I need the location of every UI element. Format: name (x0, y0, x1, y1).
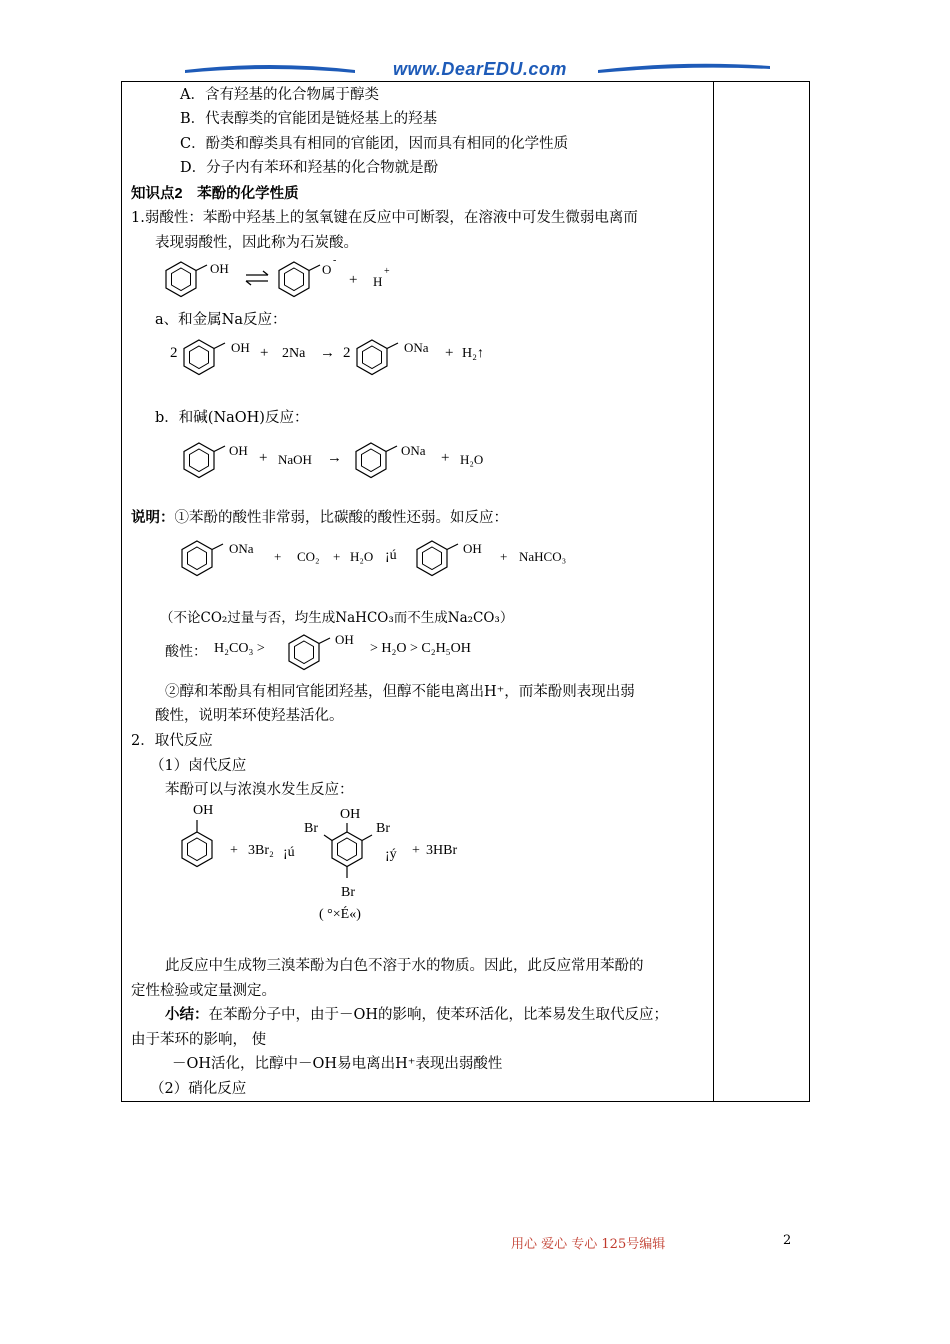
eq-naoh-reagent: NaOH (278, 452, 312, 467)
eq-br-br-left: Br (304, 821, 318, 836)
benzene-ring-icon (287, 635, 327, 675)
eq1-h: H (373, 274, 383, 289)
benzene-ring-icon (182, 443, 222, 483)
benzene-ring-icon (164, 262, 204, 302)
eq-br-caption: ( °×É«) (319, 907, 361, 922)
note-line (131, 508, 508, 528)
para1-line1: 此反应中生成物三溴苯酚为白色不溶于水的物质。因此，此反应常用苯酚的 (165, 958, 644, 974)
summary-text: 在苯酚分子中，由于－OH的影响，使苯环活化，比苯易发生取代反应； (208, 1007, 669, 1023)
eq-br-br-bottom: Br (341, 885, 355, 900)
para1-line2: 定性检验或定量测定。 (131, 983, 276, 999)
eq-na-ona: ONa (404, 340, 429, 355)
eq-co2-ona: ONa (229, 541, 254, 556)
eq-br-br2: 3Br₂ (248, 843, 274, 858)
benzene-ring-icon (354, 443, 394, 483)
eq-na-coef2: 2 (343, 345, 351, 361)
option-b: B．代表醇类的官能团是链烃基上的羟基 (180, 111, 438, 127)
eq-co2-oh: OH (463, 541, 482, 556)
page-number: 2 (783, 1233, 792, 1248)
eq-br-hbr: 3HBr (426, 843, 458, 858)
footer-note: 用心 爱心 专心 125号编辑 (511, 1237, 666, 1252)
reaction-b-label: b．和碱(NaOH)反应： (155, 410, 309, 426)
halogenation-desc: 苯酚可以与浓溴水发生反应： (165, 782, 354, 798)
note-label: 说明： (131, 510, 175, 526)
acidity-line2: 表现弱酸性，因此称为石炭酸。 (155, 235, 358, 251)
eq-naoh-arrow: → (327, 450, 342, 466)
benzene-ring-icon (355, 340, 395, 380)
eq-naoh-plus2: + (441, 450, 450, 466)
acid-order-rest: > H₂O > C₂H₅OH (370, 641, 471, 656)
eq-naoh-ona: ONa (401, 443, 426, 458)
benzene-ring-icon (277, 262, 317, 302)
summary-label: 小结： (165, 1007, 209, 1023)
eq-br-arrow: ¡ú (283, 845, 295, 860)
nitration-title: （2）硝化反应 (150, 1081, 247, 1097)
eq-na-plus1: + (260, 345, 269, 361)
note-text: ①苯酚的酸性非常弱，比碳酸的酸性还弱。如反应： (174, 510, 508, 526)
site-url[interactable]: www.DearEDU.com (393, 59, 567, 79)
eq-br-plus1: + (230, 843, 238, 858)
acid-order-h2co3: H₂CO₃ > (214, 641, 265, 656)
eq-na-plus2: + (445, 345, 454, 361)
acid-order-label: 酸性： (165, 645, 207, 660)
eq-co2-plus3: + (500, 549, 508, 564)
option-a: A．含有羟基的化合物属于醇类 (180, 87, 379, 103)
benzene-ring-icon (180, 832, 220, 872)
eq-na-h2: H₂↑ (462, 346, 484, 361)
eq-br-plus2: + (412, 843, 420, 858)
eq1-oh: OH (210, 261, 229, 276)
benzene-ring-icon (182, 340, 222, 380)
equilibrium-arrow-icon (246, 271, 270, 285)
eq-co2-h2o: H₂O (350, 549, 374, 564)
eq-br-oh2: OH (340, 807, 361, 822)
table-column-divider (713, 81, 714, 1102)
eq-na-reagent: 2Na (282, 346, 306, 361)
eq-br-oh1: OH (193, 803, 214, 818)
eq1-hplus: + (384, 266, 390, 277)
option-d: D．分子内有苯环和羟基的化合物就是酚 (180, 160, 439, 176)
section-title: 知识点2 苯酚的化学性质 (131, 186, 299, 202)
eq-co2-arrow: ¡ú (385, 548, 397, 563)
halogenation-title: （1）卤代反应 (150, 758, 247, 774)
note2-line2: 酸性，说明苯环使羟基活化。 (155, 708, 344, 724)
co2-note: （不论CO₂过量与否，均生成NaHCO₃而不生成Na₂CO₃） (160, 610, 514, 626)
eq-br-br-right: Br (376, 821, 390, 836)
eq1-minus: - (333, 255, 337, 266)
eq-br-precipitate: ¡ý (385, 847, 397, 862)
acidity-line1: 1.弱酸性：苯酚中羟基上的氢氧键在反应中可断裂，在溶液中可发生微弱电离而 (131, 210, 638, 226)
option-c: C．酚类和醇类具有相同的官能团，因而具有相同的化学性质 (180, 136, 569, 152)
eq-co2-nahco3: NaHCO₃ (519, 549, 567, 564)
note2-line1: ②醇和苯酚具有相同官能团羟基，但醇不能电离出H⁺，而苯酚则表现出弱 (165, 684, 635, 700)
substitution-title: 2．取代反应 (131, 733, 213, 749)
summary-line2: 由于苯环的影响， 使 (131, 1032, 267, 1048)
eq-naoh-plus1: + (259, 450, 268, 466)
summary-line3: －OH活化，比醇中－OH易电离出H⁺表现出弱酸性 (172, 1056, 503, 1072)
benzene-ring-icon (415, 541, 455, 581)
eq-na-arrow: → (320, 345, 335, 361)
eq-naoh-h2o: H₂O (460, 452, 484, 467)
eq-na-oh: OH (231, 340, 250, 355)
benzene-ring-icon (180, 541, 220, 581)
eq1-o: O (322, 262, 332, 277)
eq-co2-plus1: + (274, 549, 282, 564)
summary-line1 (165, 1005, 668, 1025)
eq-na-coef: 2 (170, 345, 178, 361)
eq-naoh-oh: OH (229, 443, 248, 458)
tribromophenol-ring-icon (330, 832, 370, 880)
eq1-plus: + (349, 272, 358, 288)
reaction-a-label: a、和金属Na反应： (155, 312, 287, 328)
acid-order-oh: OH (335, 632, 354, 647)
eq-co2-co2: CO₂ (297, 549, 320, 564)
eq-co2-plus2: + (333, 549, 341, 564)
